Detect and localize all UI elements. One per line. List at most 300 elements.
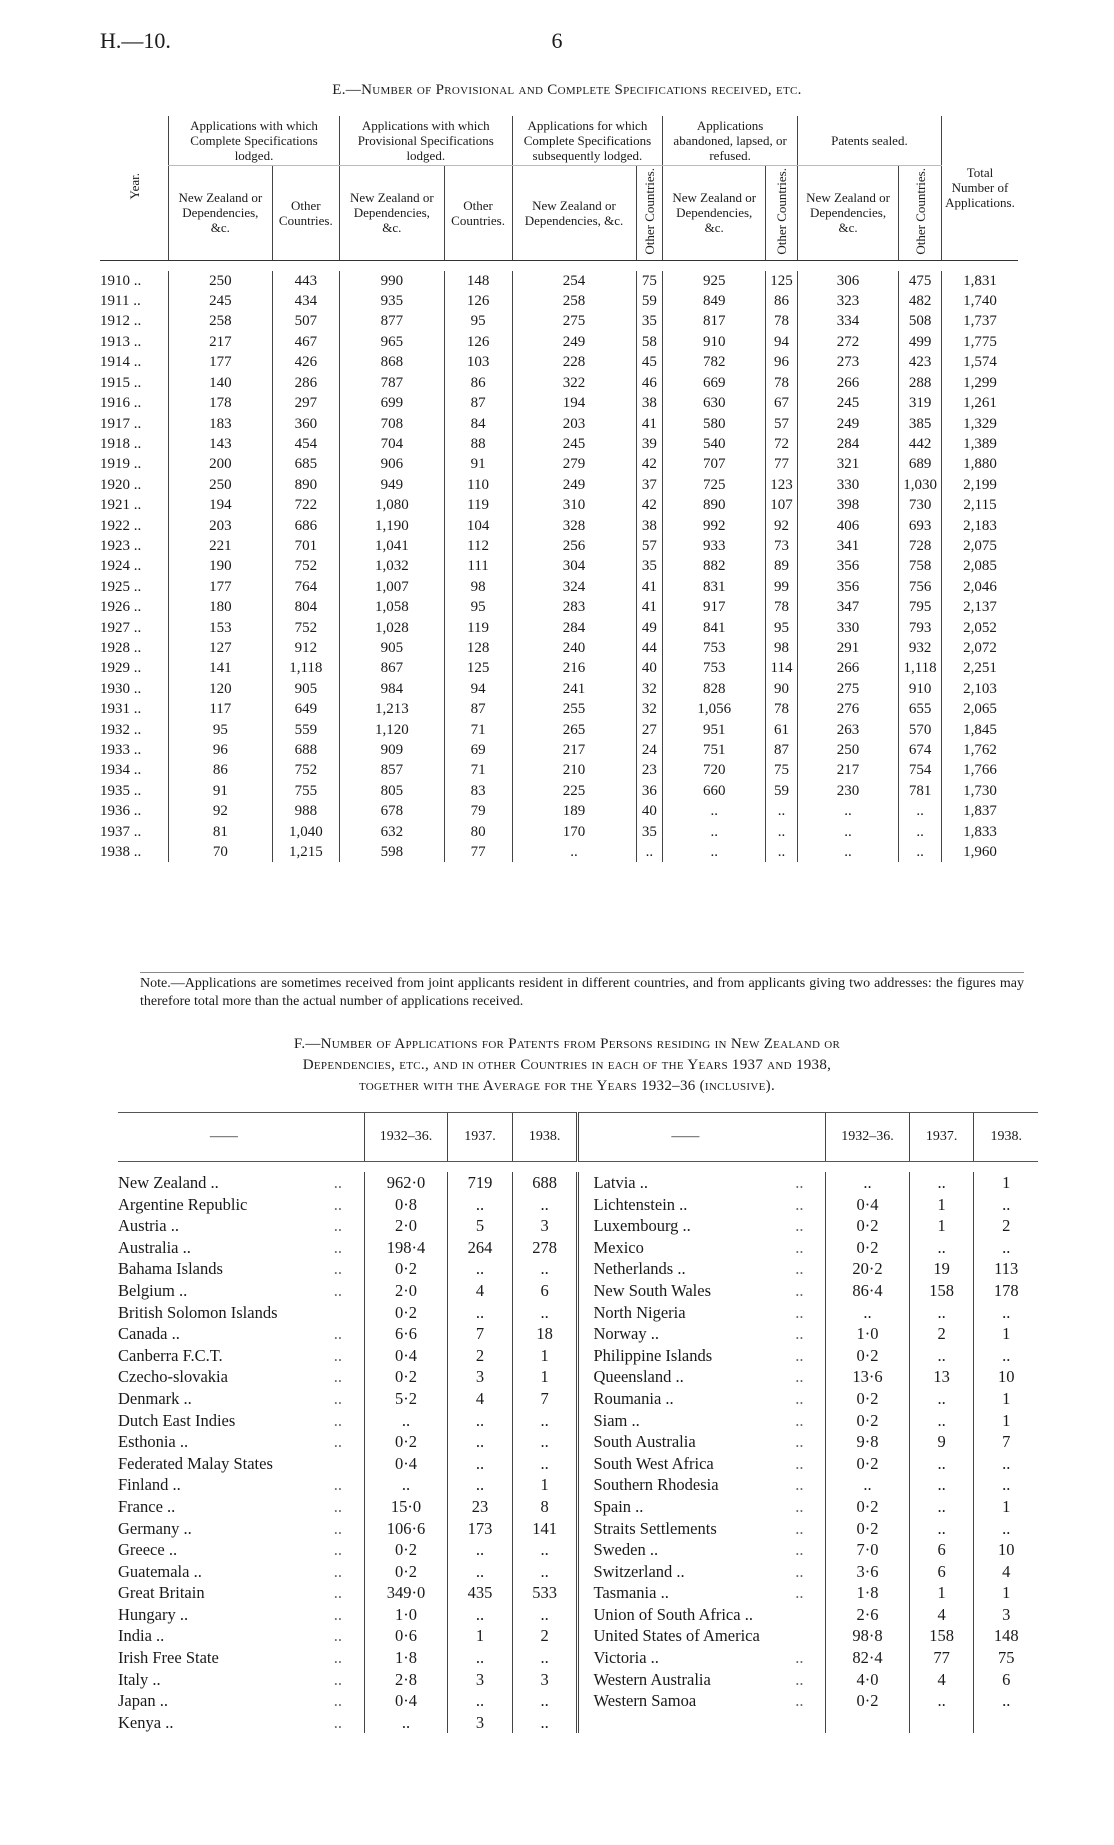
country-name: Mexico	[578, 1237, 791, 1259]
value-cell: 867	[340, 658, 445, 678]
value-cell: 86	[169, 760, 273, 780]
value-cell: 442	[899, 434, 942, 454]
value-cell: 304	[512, 556, 636, 576]
value-cell: 1,960	[942, 842, 1019, 862]
value-cell: 91	[169, 781, 273, 801]
value-cell: 83	[444, 781, 512, 801]
value-cell: 221	[169, 536, 273, 556]
value-cell: 77	[766, 454, 798, 474]
value-cell: 119	[444, 495, 512, 515]
value-cell: 256	[512, 536, 636, 556]
table-row	[100, 699, 1018, 719]
value-cell: 475	[899, 271, 942, 291]
value-cell: 324	[512, 577, 636, 597]
table-row	[118, 1496, 1038, 1518]
value-cell: 89	[766, 556, 798, 576]
value-cell: 912	[272, 638, 339, 658]
country-name: Straits Settlements	[578, 1518, 791, 1540]
value-cell: ..	[512, 1604, 578, 1626]
value-cell: ..	[826, 1302, 910, 1324]
value-cell: 78	[766, 597, 798, 617]
table-row	[118, 1388, 1038, 1410]
value-cell	[974, 1712, 1038, 1734]
country-name: Roumania ..	[578, 1388, 791, 1410]
value-cell: 217	[797, 760, 898, 780]
value-cell: 288	[899, 373, 942, 393]
value-cell: 0·8	[364, 1194, 448, 1216]
value-cell: 674	[899, 740, 942, 760]
value-cell: 719	[448, 1172, 513, 1194]
value-cell: 906	[340, 454, 445, 474]
table-row	[118, 1366, 1038, 1388]
year-cell: 1914 ..	[100, 354, 142, 371]
value-cell: 95	[169, 720, 273, 740]
value-cell: 804	[272, 597, 339, 617]
total-header: Total Number of Applications.	[942, 116, 1019, 260]
value-cell: 153	[169, 618, 273, 638]
value-cell: 38	[636, 393, 663, 413]
value-cell: 1	[974, 1410, 1038, 1432]
country-name: Victoria ..	[578, 1647, 791, 1669]
value-cell: 2,046	[942, 577, 1019, 597]
value-cell: 910	[663, 332, 766, 352]
value-cell: 725	[663, 475, 766, 495]
value-cell: ..	[909, 1345, 974, 1367]
value-cell: 291	[797, 638, 898, 658]
value-cell: 1,080	[340, 495, 445, 515]
value-cell: 754	[899, 760, 942, 780]
group-header-complete: Applications with which Complete Specifications lodged.	[169, 116, 340, 166]
value-cell: 2·6	[826, 1604, 910, 1626]
value-cell: 119	[444, 618, 512, 638]
value-cell: 4	[448, 1280, 513, 1302]
country-name: Bahama Islands	[118, 1259, 223, 1279]
value-cell: 41	[636, 597, 663, 617]
value-cell: ..	[512, 1690, 578, 1712]
table-row	[100, 271, 1018, 291]
value-cell: 831	[663, 577, 766, 597]
leader-dots: ..	[333, 1712, 342, 1732]
value-cell: ..	[663, 842, 766, 862]
value-cell: 356	[797, 556, 898, 576]
value-cell: 323	[797, 291, 898, 311]
value-cell: 1,299	[942, 373, 1019, 393]
value-cell: 1,775	[942, 332, 1019, 352]
value-cell: ..	[512, 1647, 578, 1669]
value-cell: 103	[444, 352, 512, 372]
value-cell: 756	[899, 577, 942, 597]
value-cell: ..	[974, 1302, 1038, 1324]
value-cell: 499	[899, 332, 942, 352]
value-cell: 190	[169, 556, 273, 576]
value-cell: 330	[797, 618, 898, 638]
value-cell: 95	[444, 311, 512, 331]
value-cell: ..	[663, 801, 766, 821]
year-cell: 1916 ..	[100, 395, 142, 412]
value-cell: 98	[766, 638, 798, 658]
value-cell: 40	[636, 801, 663, 821]
value-cell: 1,730	[942, 781, 1019, 801]
value-cell: 925	[663, 271, 766, 291]
avg-header: 1932–36.	[826, 1113, 910, 1162]
country-name: Luxembourg ..	[578, 1215, 791, 1237]
value-cell: 189	[512, 801, 636, 821]
value-cell	[826, 1712, 910, 1734]
value-cell: 328	[512, 516, 636, 536]
table-row	[118, 1302, 1038, 1324]
table-row	[118, 1582, 1038, 1604]
value-cell: 1,032	[340, 556, 445, 576]
value-cell: 0·4	[826, 1194, 910, 1216]
value-cell: 701	[272, 536, 339, 556]
value-cell: 423	[899, 352, 942, 372]
value-cell: 84	[444, 414, 512, 434]
leader-dots: ..	[795, 1302, 804, 1322]
value-cell: 6	[512, 1280, 578, 1302]
value-cell: 158	[909, 1280, 974, 1302]
value-cell: 2,065	[942, 699, 1019, 719]
value-cell: 805	[340, 781, 445, 801]
sub-header-nz: New Zealand or Dependencies, &c.	[797, 166, 898, 261]
value-cell: 2	[512, 1625, 578, 1647]
value-cell: 917	[663, 597, 766, 617]
value-cell: 225	[512, 781, 636, 801]
value-cell: 216	[512, 658, 636, 678]
year-1937-header: 1937.	[448, 1113, 513, 1162]
value-cell: 0·4	[364, 1690, 448, 1712]
value-cell: 70	[169, 842, 273, 862]
value-cell: ..	[826, 1474, 910, 1496]
leader-dots: ..	[333, 1280, 342, 1300]
value-cell: 98·8	[826, 1625, 910, 1647]
value-cell: ..	[909, 1237, 974, 1259]
value-cell: 128	[444, 638, 512, 658]
year-cell: 1920 ..	[100, 476, 142, 493]
country-name: Canada ..	[118, 1324, 180, 1344]
value-cell: 828	[663, 679, 766, 699]
value-cell: 1	[974, 1388, 1038, 1410]
value-cell: 385	[899, 414, 942, 434]
value-cell: ..	[909, 1496, 974, 1518]
value-cell: 406	[797, 516, 898, 536]
leader-dots: ..	[333, 1410, 342, 1430]
leader-dots: ..	[333, 1173, 342, 1192]
value-cell: 482	[899, 291, 942, 311]
table-row	[100, 842, 1018, 862]
value-cell: ..	[974, 1194, 1038, 1216]
value-cell: 87	[766, 740, 798, 760]
value-cell: 4	[909, 1669, 974, 1691]
value-cell: ..	[512, 1302, 578, 1324]
table-row	[118, 1690, 1038, 1712]
table-row	[118, 1237, 1038, 1259]
country-name: Southern Rhodesia	[578, 1474, 791, 1496]
value-cell: 1,880	[942, 454, 1019, 474]
value-cell: 3	[974, 1604, 1038, 1626]
value-cell: 42	[636, 454, 663, 474]
value-cell: 94	[444, 679, 512, 699]
value-cell: 817	[663, 311, 766, 331]
value-cell: 266	[797, 373, 898, 393]
country-name: Tasmania ..	[578, 1582, 791, 1604]
value-cell: 905	[272, 679, 339, 699]
value-cell: ..	[512, 1410, 578, 1432]
value-cell: 347	[797, 597, 898, 617]
year-cell: 1919 ..	[100, 456, 142, 473]
value-cell: 10	[974, 1539, 1038, 1561]
value-cell: 249	[512, 475, 636, 495]
value-cell: 0·2	[826, 1237, 910, 1259]
value-cell: 178	[974, 1280, 1038, 1302]
value-cell: 249	[512, 332, 636, 352]
sub-header-nz: New Zealand or Dependencies, &c.	[340, 166, 445, 261]
value-cell: 660	[663, 781, 766, 801]
value-cell: 559	[272, 720, 339, 740]
leader-dots: ..	[333, 1194, 342, 1214]
year-1937-header: 1937.	[909, 1113, 974, 1162]
year-cell: 1918 ..	[100, 435, 142, 452]
value-cell: 426	[272, 352, 339, 372]
value-cell: 2,137	[942, 597, 1019, 617]
value-cell: ..	[974, 1345, 1038, 1367]
year-cell: 1913 ..	[100, 333, 142, 350]
value-cell: 655	[899, 699, 942, 719]
value-cell: 75	[766, 760, 798, 780]
value-cell: 751	[663, 740, 766, 760]
page-number: 6	[551, 28, 563, 53]
value-cell: 669	[663, 373, 766, 393]
value-cell: 689	[899, 454, 942, 474]
value-cell: 2	[448, 1345, 513, 1367]
value-cell: ..	[512, 1453, 578, 1475]
value-cell: 91	[444, 454, 512, 474]
value-cell: 4	[909, 1604, 974, 1626]
value-cell: 275	[512, 311, 636, 331]
value-cell: ..	[448, 1474, 513, 1496]
value-cell: 398	[797, 495, 898, 515]
leader-dots: ..	[333, 1259, 342, 1279]
table-row	[118, 1669, 1038, 1691]
value-cell: 730	[899, 495, 942, 515]
value-cell: ..	[448, 1194, 513, 1216]
value-cell: 321	[797, 454, 898, 474]
value-cell: 35	[636, 311, 663, 331]
value-cell: 868	[340, 352, 445, 372]
value-cell: 1,215	[272, 842, 339, 862]
value-cell: 258	[512, 291, 636, 311]
value-cell: 443	[272, 271, 339, 291]
value-cell: ..	[909, 1302, 974, 1324]
table-e-body	[100, 260, 1018, 862]
group-header-provisional: Applications with which Provisional Specifications lodged.	[340, 116, 512, 166]
value-cell: ..	[974, 1474, 1038, 1496]
sub-header-other: Other Countries.	[272, 166, 339, 261]
value-cell: 882	[663, 556, 766, 576]
value-cell: 5·2	[364, 1388, 448, 1410]
leader-dots: ..	[333, 1583, 342, 1603]
year-cell: 1931 ..	[100, 701, 142, 718]
table-row	[100, 720, 1018, 740]
value-cell: ..	[448, 1561, 513, 1583]
value-cell: 42	[636, 495, 663, 515]
table-row	[118, 1474, 1038, 1496]
country-name: Italy ..	[118, 1669, 161, 1689]
table-row	[100, 352, 1018, 372]
value-cell: 1	[974, 1323, 1038, 1345]
value-cell: 2	[974, 1215, 1038, 1237]
table-row	[100, 801, 1018, 821]
value-cell: 935	[340, 291, 445, 311]
value-cell: 36	[636, 781, 663, 801]
value-cell: 245	[512, 434, 636, 454]
value-cell: 793	[899, 618, 942, 638]
value-cell: 540	[663, 434, 766, 454]
leader-dots	[330, 1453, 364, 1475]
value-cell: 0·2	[826, 1388, 910, 1410]
value-cell: 1·8	[826, 1582, 910, 1604]
year-cell: 1930 ..	[100, 680, 142, 697]
table-f-title-line2: Dependencies, etc., and in other Countries in each of the Years 1937 and 1938,	[302, 1057, 832, 1073]
value-cell: 962·0	[364, 1172, 448, 1194]
value-cell: 284	[512, 618, 636, 638]
value-cell: 24	[636, 740, 663, 760]
value-cell: 688	[272, 740, 339, 760]
table-row	[100, 495, 1018, 515]
value-cell: ..	[766, 822, 798, 842]
value-cell: 13	[909, 1366, 974, 1388]
country-name: Denmark ..	[118, 1388, 192, 1408]
value-cell: 1,845	[942, 720, 1019, 740]
value-cell: 203	[169, 516, 273, 536]
value-cell: 106·6	[364, 1518, 448, 1540]
value-cell: ..	[448, 1302, 513, 1324]
value-cell: 1·8	[364, 1647, 448, 1669]
value-cell: 570	[899, 720, 942, 740]
value-cell: 87	[444, 699, 512, 719]
leader-dots: ..	[795, 1345, 804, 1365]
value-cell: 99	[766, 577, 798, 597]
value-cell: 598	[340, 842, 445, 862]
country-name: North Nigeria	[578, 1302, 791, 1324]
value-cell: 170	[512, 822, 636, 842]
value-cell: ..	[448, 1258, 513, 1280]
value-cell: 59	[636, 291, 663, 311]
country-name: Sweden ..	[578, 1539, 791, 1561]
value-cell: 123	[766, 475, 798, 495]
value-cell: 334	[797, 311, 898, 331]
table-row	[100, 373, 1018, 393]
table-row	[118, 1647, 1038, 1669]
value-cell: 877	[340, 311, 445, 331]
value-cell: 2·0	[364, 1280, 448, 1302]
table-row	[118, 1431, 1038, 1453]
value-cell: 2	[909, 1323, 974, 1345]
value-cell: 720	[663, 760, 766, 780]
value-cell: 107	[766, 495, 798, 515]
year-cell: 1923 ..	[100, 537, 142, 554]
year-cell: 1910 ..	[100, 272, 142, 289]
leader-dots: ..	[333, 1496, 342, 1516]
value-cell: 1,737	[942, 311, 1019, 331]
value-cell: 263	[797, 720, 898, 740]
table-row	[100, 618, 1018, 638]
value-cell: 722	[272, 495, 339, 515]
value-cell: 92	[169, 801, 273, 821]
value-cell: 988	[272, 801, 339, 821]
table-row	[118, 1215, 1038, 1237]
value-cell: 194	[512, 393, 636, 413]
value-cell: 310	[512, 495, 636, 515]
value-cell: 46	[636, 373, 663, 393]
value-cell: 96	[169, 740, 273, 760]
group-header-abandoned: Applications abandoned, lapsed, or refused.	[663, 116, 798, 166]
leader-dots: ..	[333, 1216, 342, 1236]
value-cell: 2,052	[942, 618, 1019, 638]
value-cell: ..	[974, 1453, 1038, 1475]
value-cell: 9·8	[826, 1431, 910, 1453]
table-row	[118, 1518, 1038, 1540]
table-row	[118, 1539, 1038, 1561]
year-header: Year.	[100, 116, 169, 260]
value-cell: 755	[272, 781, 339, 801]
leader-dots: ..	[795, 1388, 804, 1408]
country-name: Philippine Islands	[578, 1345, 791, 1367]
value-cell: 178	[169, 393, 273, 413]
value-cell: ..	[909, 1172, 974, 1194]
value-cell: ..	[448, 1690, 513, 1712]
leader-dots: ..	[333, 1561, 342, 1581]
value-cell: 141	[512, 1518, 578, 1540]
value-cell: 1	[512, 1366, 578, 1388]
year-cell: 1924 ..	[100, 558, 142, 575]
value-cell: 272	[797, 332, 898, 352]
year-cell: 1915 ..	[100, 374, 142, 391]
value-cell: 688	[512, 1172, 578, 1194]
value-cell: 177	[169, 352, 273, 372]
value-cell: 266	[797, 658, 898, 678]
value-cell: 0·2	[364, 1539, 448, 1561]
page-header	[100, 28, 1014, 58]
year-cell: 1921 ..	[100, 497, 142, 514]
table-row	[118, 1194, 1038, 1216]
value-cell: 249	[797, 414, 898, 434]
value-cell: 890	[272, 475, 339, 495]
value-cell: ..	[512, 1258, 578, 1280]
value-cell: 707	[663, 454, 766, 474]
value-cell: 183	[169, 414, 273, 434]
value-cell: 905	[340, 638, 445, 658]
value-cell: 1,118	[272, 658, 339, 678]
value-cell: 1,833	[942, 822, 1019, 842]
value-cell: 81	[169, 822, 273, 842]
value-cell: 0·4	[364, 1453, 448, 1475]
sub-header-other: Other Countries.	[766, 166, 798, 261]
table-row	[118, 1604, 1038, 1626]
value-cell: 0·2	[826, 1215, 910, 1237]
value-cell: 685	[272, 454, 339, 474]
leader-dots: ..	[795, 1216, 804, 1236]
year-cell: 1927 ..	[100, 619, 142, 636]
value-cell: ..	[766, 842, 798, 862]
table-f	[118, 1112, 1038, 1733]
value-cell: 9	[909, 1431, 974, 1453]
table-row	[100, 638, 1018, 658]
value-cell: 275	[797, 679, 898, 699]
sub-header-other: Other Countries.	[636, 166, 663, 261]
value-cell: 434	[272, 291, 339, 311]
value-cell: 5	[448, 1215, 513, 1237]
value-cell: 3	[448, 1366, 513, 1388]
